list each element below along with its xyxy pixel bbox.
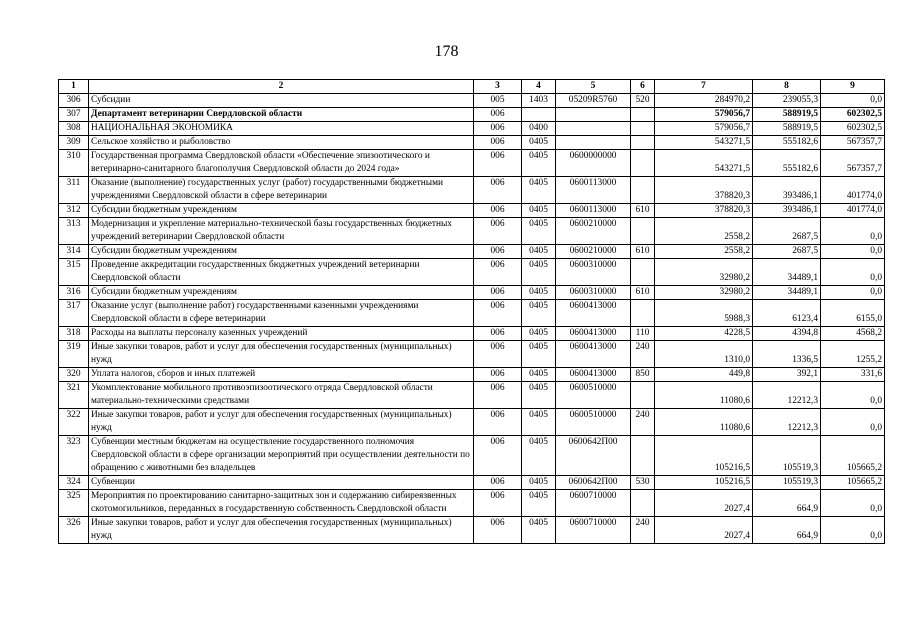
ministry-code: 006 [474,150,522,177]
amount-year-2: 1336,5 [753,341,821,368]
ministry-code: 006 [474,204,522,218]
column-header: 4 [522,80,556,94]
amount-year-2: 12212,3 [753,382,821,409]
amount-year-1: 378820,3 [655,204,753,218]
budget-table [58,79,885,544]
row-number: 317 [59,300,89,327]
ministry-code: 006 [474,409,522,436]
row-number: 325 [59,490,89,517]
ministry-code: 006 [474,218,522,245]
ministry-code: 006 [474,136,522,150]
target-article-code: 0600413000 [556,300,631,327]
amount-year-3: 0,0 [821,259,885,286]
column-header: 8 [753,80,821,94]
section-code: 0405 [522,368,556,382]
target-article-code: 0600413000 [556,368,631,382]
amount-year-3: 602302,5 [821,108,885,122]
target-article-code: 0600210000 [556,218,631,245]
ministry-code: 006 [474,177,522,204]
expense-type-code: 530 [631,476,655,490]
amount-year-3: 567357,7 [821,150,885,177]
section-code: 0405 [522,490,556,517]
section-code [522,108,556,122]
target-article-code: 0600413000 [556,341,631,368]
row-name: Мероприятия по проектированию санитарно-защитных зон и содержанию сибиреязвенных скотомогильников, переданных в государственную собственность Свердловской области [89,490,474,517]
amount-year-2: 239055,3 [753,94,821,108]
amount-year-1: 4228,5 [655,327,753,341]
target-article-code: 0600510000 [556,382,631,409]
amount-year-1: 378820,3 [655,177,753,204]
amount-year-1: 1310,0 [655,341,753,368]
row-name: Государственная программа Свердловской области «Обеспечение эпизоотического и ветеринарно-санитарного благополучия Свердловской области до 2024 года» [89,150,474,177]
amount-year-3: 0,0 [821,382,885,409]
amount-year-1: 11080,6 [655,382,753,409]
amount-year-2: 664,9 [753,517,821,544]
column-header: 3 [474,80,522,94]
expense-type-code [631,382,655,409]
amount-year-3: 401774,0 [821,177,885,204]
table-row [59,517,885,544]
expense-type-code: 240 [631,409,655,436]
column-header: 1 [59,80,89,94]
row-number: 319 [59,341,89,368]
expense-type-code [631,490,655,517]
section-code: 0405 [522,177,556,204]
target-article-code: 0600310000 [556,286,631,300]
row-name: Субсидии бюджетным учреждениям [89,245,474,259]
table-row [59,150,885,177]
expense-type-code [631,218,655,245]
ministry-code: 006 [474,517,522,544]
row-name: Расходы на выплаты персоналу казенных учреждений [89,327,474,341]
table-row [59,245,885,259]
expense-type-code: 240 [631,517,655,544]
table-row [59,286,885,300]
amount-year-1: 449,8 [655,368,753,382]
row-name: Субсидии [89,94,474,108]
table-row [59,382,885,409]
row-name: Иные закупки товаров, работ и услуг для обеспечения государственных (муниципальных) нужд [89,517,474,544]
row-name: Субсидии бюджетным учреждениям [89,204,474,218]
row-name: Сельское хозяйство и рыболовство [89,136,474,150]
amount-year-2: 588919,5 [753,108,821,122]
expense-type-code: 850 [631,368,655,382]
row-number: 313 [59,218,89,245]
amount-year-1: 284970,2 [655,94,753,108]
amount-year-3: 1255,2 [821,341,885,368]
amount-year-2: 555182,6 [753,136,821,150]
row-name: Субвенции [89,476,474,490]
target-article-code: 0600210000 [556,245,631,259]
amount-year-1: 543271,5 [655,150,753,177]
row-number: 308 [59,122,89,136]
row-number: 307 [59,108,89,122]
amount-year-2: 2687,5 [753,218,821,245]
table-row [59,136,885,150]
column-header: 6 [631,80,655,94]
amount-year-3: 6155,0 [821,300,885,327]
target-article-code: 0600113000 [556,177,631,204]
amount-year-1: 105216,5 [655,476,753,490]
table-row [59,218,885,245]
table-row [59,300,885,327]
amount-year-2: 6123,4 [753,300,821,327]
row-name: Укомплектование мобильного противоэпизоотического отряда Свердловской области материально-техническими средствами [89,382,474,409]
section-code: 0405 [522,476,556,490]
amount-year-1: 2558,2 [655,245,753,259]
ministry-code: 006 [474,259,522,286]
expense-type-code [631,300,655,327]
table-row [59,436,885,476]
row-name: Оказание услуг (выполнение работ) государственными казенными учреждениями Свердловской области в сфере ветеринарии [89,300,474,327]
row-number: 318 [59,327,89,341]
amount-year-1: 543271,5 [655,136,753,150]
amount-year-2: 393486,1 [753,204,821,218]
column-header: 7 [655,80,753,94]
amount-year-3: 0,0 [821,94,885,108]
row-number: 320 [59,368,89,382]
row-name: Иные закупки товаров, работ и услуг для обеспечения государственных (муниципальных) нужд [89,409,474,436]
expense-type-code [631,259,655,286]
amount-year-3: 0,0 [821,245,885,259]
ministry-code: 006 [474,286,522,300]
ministry-code: 006 [474,300,522,327]
amount-year-2: 588919,5 [753,122,821,136]
section-code: 0405 [522,286,556,300]
amount-year-2: 2687,5 [753,245,821,259]
section-code: 0405 [522,327,556,341]
ministry-code: 006 [474,436,522,476]
row-number: 310 [59,150,89,177]
row-number: 316 [59,286,89,300]
amount-year-3: 0,0 [821,490,885,517]
row-number: 306 [59,94,89,108]
section-code: 0405 [522,150,556,177]
target-article-code: 0600710000 [556,490,631,517]
row-number: 326 [59,517,89,544]
expense-type-code [631,108,655,122]
page-number: 178 [434,43,459,60]
row-name: Проведение аккредитации государственных бюджетных учреждений ветеринарии Свердловской области [89,259,474,286]
target-article-code: 0600510000 [556,409,631,436]
section-code: 0400 [522,122,556,136]
table-row [59,490,885,517]
expense-type-code: 610 [631,286,655,300]
column-header: 2 [89,80,474,94]
row-name: Субсидии бюджетным учреждениям [89,286,474,300]
amount-year-1: 5988,3 [655,300,753,327]
amount-year-2: 34489,1 [753,286,821,300]
table-row [59,122,885,136]
target-article-code: 0600310000 [556,259,631,286]
row-number: 309 [59,136,89,150]
amount-year-1: 32980,2 [655,259,753,286]
amount-year-2: 105519,3 [753,476,821,490]
ministry-code: 006 [474,490,522,517]
table-row [59,259,885,286]
amount-year-1: 2027,4 [655,517,753,544]
expense-type-code [631,436,655,476]
expense-type-code: 520 [631,94,655,108]
column-header: 5 [556,80,631,94]
amount-year-2: 4394,8 [753,327,821,341]
expense-type-code [631,177,655,204]
amount-year-2: 555182,6 [753,150,821,177]
amount-year-3: 0,0 [821,409,885,436]
target-article-code: 0600113000 [556,204,631,218]
row-number: 314 [59,245,89,259]
amount-year-1: 11080,6 [655,409,753,436]
expense-type-code [631,150,655,177]
expense-type-code: 610 [631,245,655,259]
amount-year-2: 105519,3 [753,436,821,476]
expense-type-code: 110 [631,327,655,341]
amount-year-2: 12212,3 [753,409,821,436]
ministry-code: 005 [474,94,522,108]
amount-year-3: 105665,2 [821,476,885,490]
section-code: 0405 [522,300,556,327]
section-code: 0405 [522,409,556,436]
amount-year-3: 4568,2 [821,327,885,341]
section-code: 0405 [522,204,556,218]
target-article-code [556,136,631,150]
amount-year-2: 664,9 [753,490,821,517]
table-row [59,108,885,122]
row-name: Уплата налогов, сборов и иных платежей [89,368,474,382]
target-article-code: 05209R5760 [556,94,631,108]
section-code: 0405 [522,382,556,409]
section-code: 0405 [522,436,556,476]
section-code: 0405 [522,517,556,544]
ministry-code: 006 [474,341,522,368]
ministry-code: 006 [474,476,522,490]
section-code: 1403 [522,94,556,108]
ministry-code: 006 [474,382,522,409]
amount-year-3: 0,0 [821,286,885,300]
target-article-code: 0600642П00 [556,476,631,490]
row-name: Оказание (выполнение) государственных услуг (работ) государственными бюджетными учреждениями Свердловской области в сфере ветеринарии [89,177,474,204]
table-row [59,368,885,382]
ministry-code: 006 [474,245,522,259]
amount-year-3: 0,0 [821,517,885,544]
row-number: 311 [59,177,89,204]
row-name: Модернизация и укрепление материально-технической базы государственных бюджетных учреждений ветеринарии Свердловской области [89,218,474,245]
amount-year-2: 392,1 [753,368,821,382]
column-header: 9 [821,80,885,94]
table-row [59,94,885,108]
target-article-code: 0600642П00 [556,436,631,476]
amount-year-1: 579056,7 [655,122,753,136]
amount-year-3: 567357,7 [821,136,885,150]
target-article-code [556,108,631,122]
amount-year-2: 393486,1 [753,177,821,204]
row-name: Субвенции местным бюджетам на осуществление государственного полномочия Свердловской области в сфере организации мероприятий при осуществлении деятельности по обращению с животными без владельцев [89,436,474,476]
table-row [59,409,885,436]
amount-year-3: 105665,2 [821,436,885,476]
expense-type-code [631,136,655,150]
table-row [59,341,885,368]
target-article-code [556,122,631,136]
amount-year-3: 0,0 [821,218,885,245]
section-code: 0405 [522,136,556,150]
expense-type-code: 240 [631,341,655,368]
section-code: 0405 [522,245,556,259]
table-row [59,177,885,204]
target-article-code: 0600413000 [556,327,631,341]
ministry-code: 006 [474,327,522,341]
section-code: 0405 [522,341,556,368]
ministry-code: 006 [474,108,522,122]
section-code: 0405 [522,259,556,286]
row-name: НАЦИОНАЛЬНАЯ ЭКОНОМИКА [89,122,474,136]
amount-year-1: 2027,4 [655,490,753,517]
table-row [59,204,885,218]
row-number: 324 [59,476,89,490]
amount-year-1: 579056,7 [655,108,753,122]
row-name: Департамент ветеринарии Свердловской области [89,108,474,122]
amount-year-1: 2558,2 [655,218,753,245]
row-number: 322 [59,409,89,436]
expense-type-code: 610 [631,204,655,218]
amount-year-3: 602302,5 [821,122,885,136]
row-name: Иные закупки товаров, работ и услуг для обеспечения государственных (муниципальных) нужд [89,341,474,368]
expense-type-code [631,122,655,136]
target-article-code: 0600710000 [556,517,631,544]
row-number: 321 [59,382,89,409]
amount-year-1: 105216,5 [655,436,753,476]
table-row [59,327,885,341]
amount-year-2: 34489,1 [753,259,821,286]
amount-year-1: 32980,2 [655,286,753,300]
header-row [59,80,885,94]
table-row [59,476,885,490]
target-article-code: 0600000000 [556,150,631,177]
ministry-code: 006 [474,122,522,136]
ministry-code: 006 [474,368,522,382]
row-number: 315 [59,259,89,286]
section-code: 0405 [522,218,556,245]
amount-year-3: 331,6 [821,368,885,382]
row-number: 323 [59,436,89,476]
row-number: 312 [59,204,89,218]
amount-year-3: 401774,0 [821,204,885,218]
